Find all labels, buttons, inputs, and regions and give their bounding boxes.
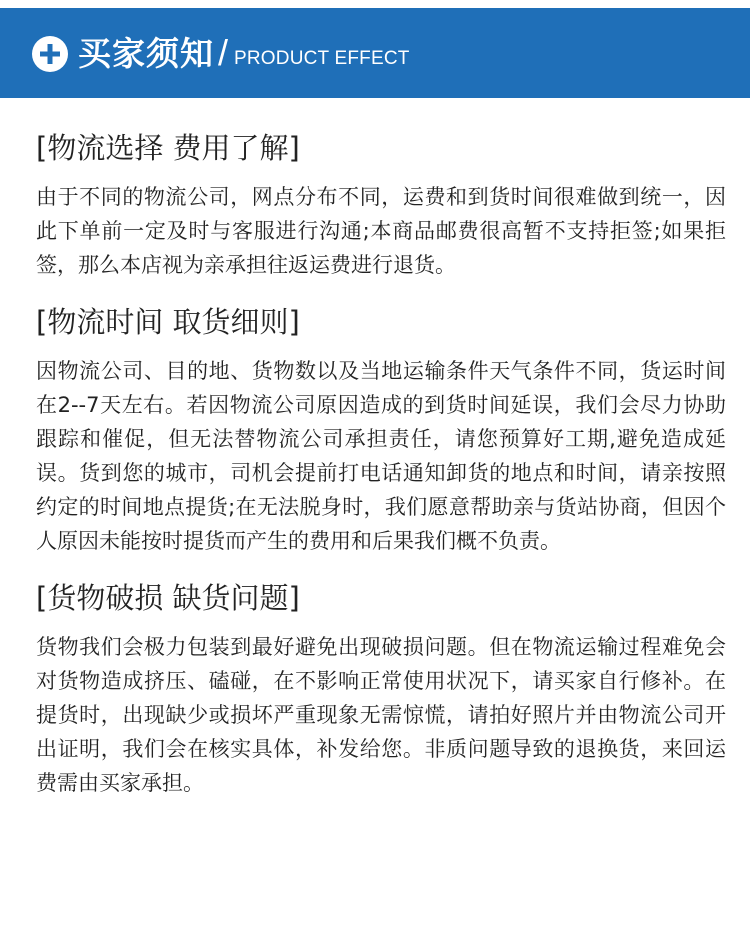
header-subtitle: PRODUCT EFFECT: [234, 48, 410, 69]
section-body: 由于不同的物流公司，网点分布不同，运费和到货时间很难做到统一，因此下单前一定及时与客服进行沟通;本商品邮费很高暂不支持拒签;如果拒签，那么本店视为亲承担往返运费进行退货。: [36, 185, 726, 277]
section-title: [货物破损 缺货问题]: [36, 581, 300, 615]
notice-content: [36, 128, 726, 800]
section-body: 货物我们会极力包装到最好避免出现破损问题。但在物流运输过程难免会对货物造成挤压、磕碰，在不影响正常使用状况下，请买家自行修补。在提货时，出现缺少或损坏严重现象无需惊慌，请拍好照片并由物流公司开出证明，我们会在核实具体，补发给您。非质问题导致的退换货，来回运费需由买家承担。: [36, 635, 726, 795]
plus-circle-icon: [32, 36, 68, 72]
header-slash: /: [218, 32, 229, 73]
section-title: [物流选择 费用了解]: [36, 131, 300, 165]
section-logistics-time: [36, 302, 726, 558]
section-logistics-choice: [36, 128, 726, 282]
header-banner: [0, 8, 750, 98]
header-title: 买家须知: [78, 33, 214, 73]
section-body: 因物流公司、目的地、货物数以及当地运输条件天气条件不同，货运时间在2--7天左右。若因物流公司原因造成的到货时间延误，我们会尽力协助跟踪和催促，但无法替物流公司承担责任，请您预算好工期,避免造成延误。货到您的城市，司机会提前打电话通知卸货的地点和时间，请亲按照约定的时间地点提货;在无法脱身时，我们愿意帮助亲与货站协商，但因个人原因未能按时提货而产生的费用和后果我们概不负责。: [36, 359, 726, 553]
section-title: [物流时间 取货细则]: [36, 305, 300, 339]
section-damage-shortage: [36, 578, 726, 800]
